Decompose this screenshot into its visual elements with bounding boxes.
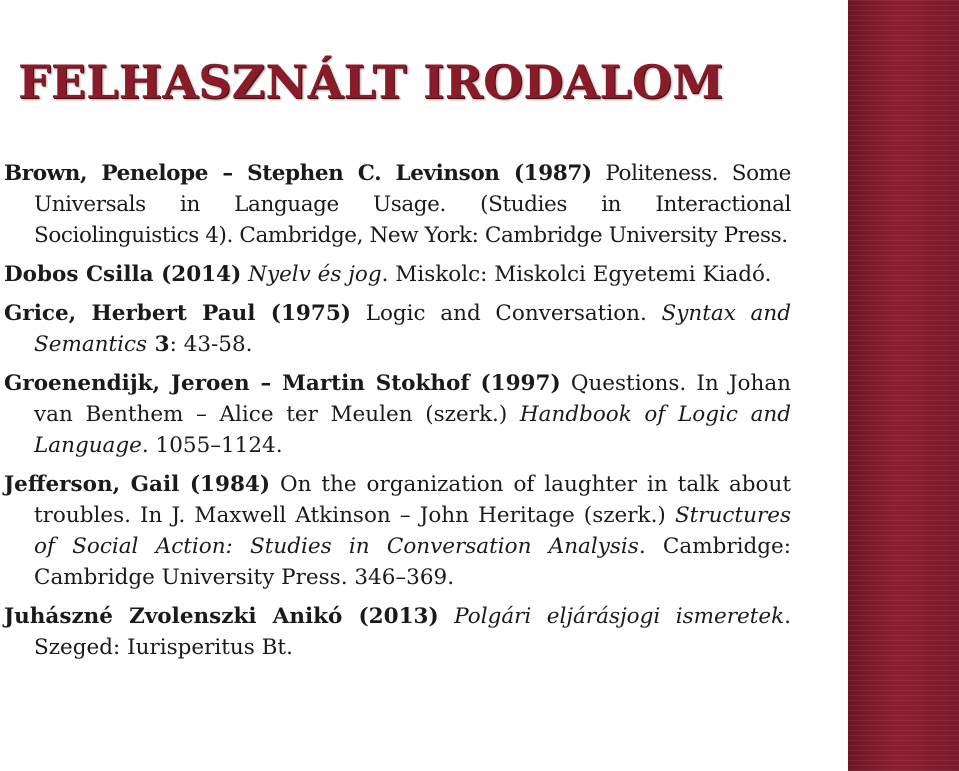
reference-item <box>4 601 791 663</box>
reference-title: Nyelv és jog <box>248 262 382 287</box>
reference-pages: . Cambridge: Cambridge University Press. 346–369. <box>34 534 791 590</box>
reference-item <box>4 368 791 461</box>
reference-text: Logic and Conversation. <box>350 301 662 326</box>
reference-item <box>4 158 791 251</box>
reference-volume: 3 <box>147 332 170 357</box>
reference-text: Questions. In Johan van Benthem – Alice ter Meulen (szerk.) <box>34 371 792 427</box>
reference-title: Handbook of Logic and Language <box>34 402 791 458</box>
reference-text <box>439 604 454 629</box>
reference-text: . Miskolc: Miskolci Egyetemi Kiadó. <box>381 262 772 287</box>
reference-author: Brown, Penelope – Stephen C. Levinson (1987) <box>4 161 592 186</box>
reference-title: Polgári eljárásjogi ismeretek <box>454 604 785 629</box>
sidebar-texture <box>848 0 959 771</box>
reference-pages: : 43-58. <box>169 332 253 357</box>
reference-item <box>4 298 791 360</box>
slide-title: FELHASZNÁLT IRODALOM <box>18 55 724 109</box>
reference-list <box>4 158 791 671</box>
reference-author: Dobos Csilla (2014) <box>4 262 242 287</box>
reference-pages: . 1055–1124. <box>141 433 283 458</box>
reference-author: Groenendijk, Jeroen – Martin Stokhof (1997) <box>4 371 561 396</box>
reference-author: Grice, Herbert Paul (1975) <box>4 301 351 326</box>
reference-title: Structures of Social Action: Studies in Conversation Analysis <box>34 503 791 559</box>
reference-item <box>4 469 791 593</box>
reference-title: Syntax and Semantics <box>34 301 791 357</box>
reference-item <box>4 259 791 290</box>
reference-text: On the organization of laughter in talk about troubles. In J. Maxwell Atkinson – John Heritage (szerk.) <box>34 472 791 528</box>
reference-author: Jefferson, Gail (1984) <box>4 472 271 497</box>
reference-text: Politeness. Some Universals in Language Usage. (Studies in Interactional Sociolinguistics 4). Cambridge, New York: Cambridge University Press. <box>34 161 791 248</box>
decorative-sidebar <box>848 0 959 771</box>
reference-author: Juhászné Zvolenszki Anikó (2013) <box>4 604 439 629</box>
reference-pages: . Szeged: Iurisperitus Bt. <box>34 604 791 660</box>
